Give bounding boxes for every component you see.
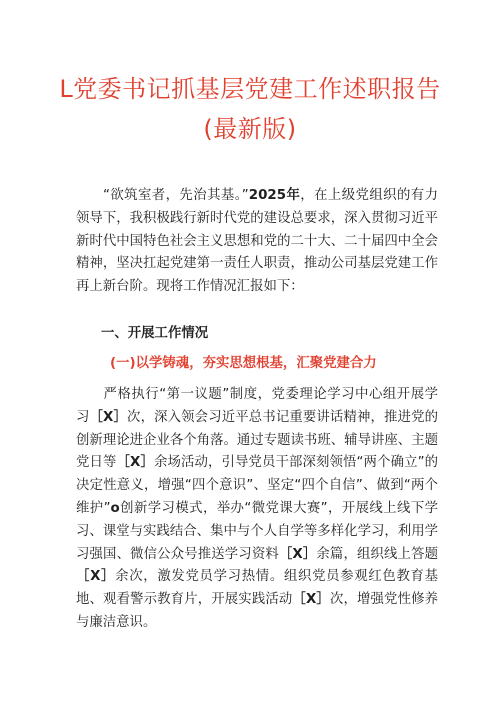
intro-quote: “欲筑室者，先治其基。” — [103, 188, 249, 203]
subsection-heading: (一)以学铸魂，夯实思想根基，汇聚党建合力 — [110, 356, 377, 371]
placeholder-x-2: ［X］ — [116, 455, 154, 471]
intro-text: ，在上级党组织的有力领导下，我积极践行新时代党的建设总要求，深入贯彻习近平新时代中国特色社会主义思想和党的二十大、二十届四中全会精神，坚决扛起党建第一责任人职责，推动公司基层党建工作再上新台阶。现将工作情况汇报如下： — [76, 188, 438, 295]
body-text-3: 余场活动，引导党员干部深刻领悟“两个确立”的决定性意义，增强“四个意识”、坚定“四个自信”、做到“两个维护” — [76, 455, 439, 516]
body-text-5: 余篇，组织线上答题 — [316, 546, 439, 562]
intro-year: 2025年 — [248, 188, 301, 203]
placeholder-x-1: ［X］ — [89, 409, 128, 425]
body-text-7: 次，增强党性修养与廉洁意识。 — [76, 592, 439, 630]
placeholder-x-5: ［X］ — [292, 592, 330, 608]
placeholder-x-3: ［X］ — [278, 546, 317, 562]
document-title: L党委书记抓基层党建工作述职报告 — [59, 75, 441, 103]
placeholder-x-4: ［X］ — [76, 569, 116, 585]
document-subtitle: (最新版) — [203, 115, 297, 143]
o-mark: o — [110, 500, 120, 516]
body-paragraph — [76, 384, 438, 635]
body-text-2: 次，深入领会习近平总书记重要讲话精神，推进党的创新理论进企业各个角落。通过专题读书班、辅导讲座、主题党日等 — [76, 409, 439, 471]
body-text-1: 严格执行“第一议题”制度，党委理论学习中心组开展学习 — [76, 387, 438, 425]
body-text-6: 余次，激发党员学习热情。组织党员参观红色教育基地、观看警示教育片，开展实践活动 — [76, 569, 439, 608]
intro-paragraph — [76, 185, 438, 299]
section-heading: 一、开展工作情况 — [101, 326, 209, 341]
body-text-4: 创新学习模式，举办“微党课大赛”，开展线上线下学习、课堂与实践结合、集中与个人自学等多样化学习，利用学习强国、微信公众号推送学习资料 — [76, 500, 439, 562]
